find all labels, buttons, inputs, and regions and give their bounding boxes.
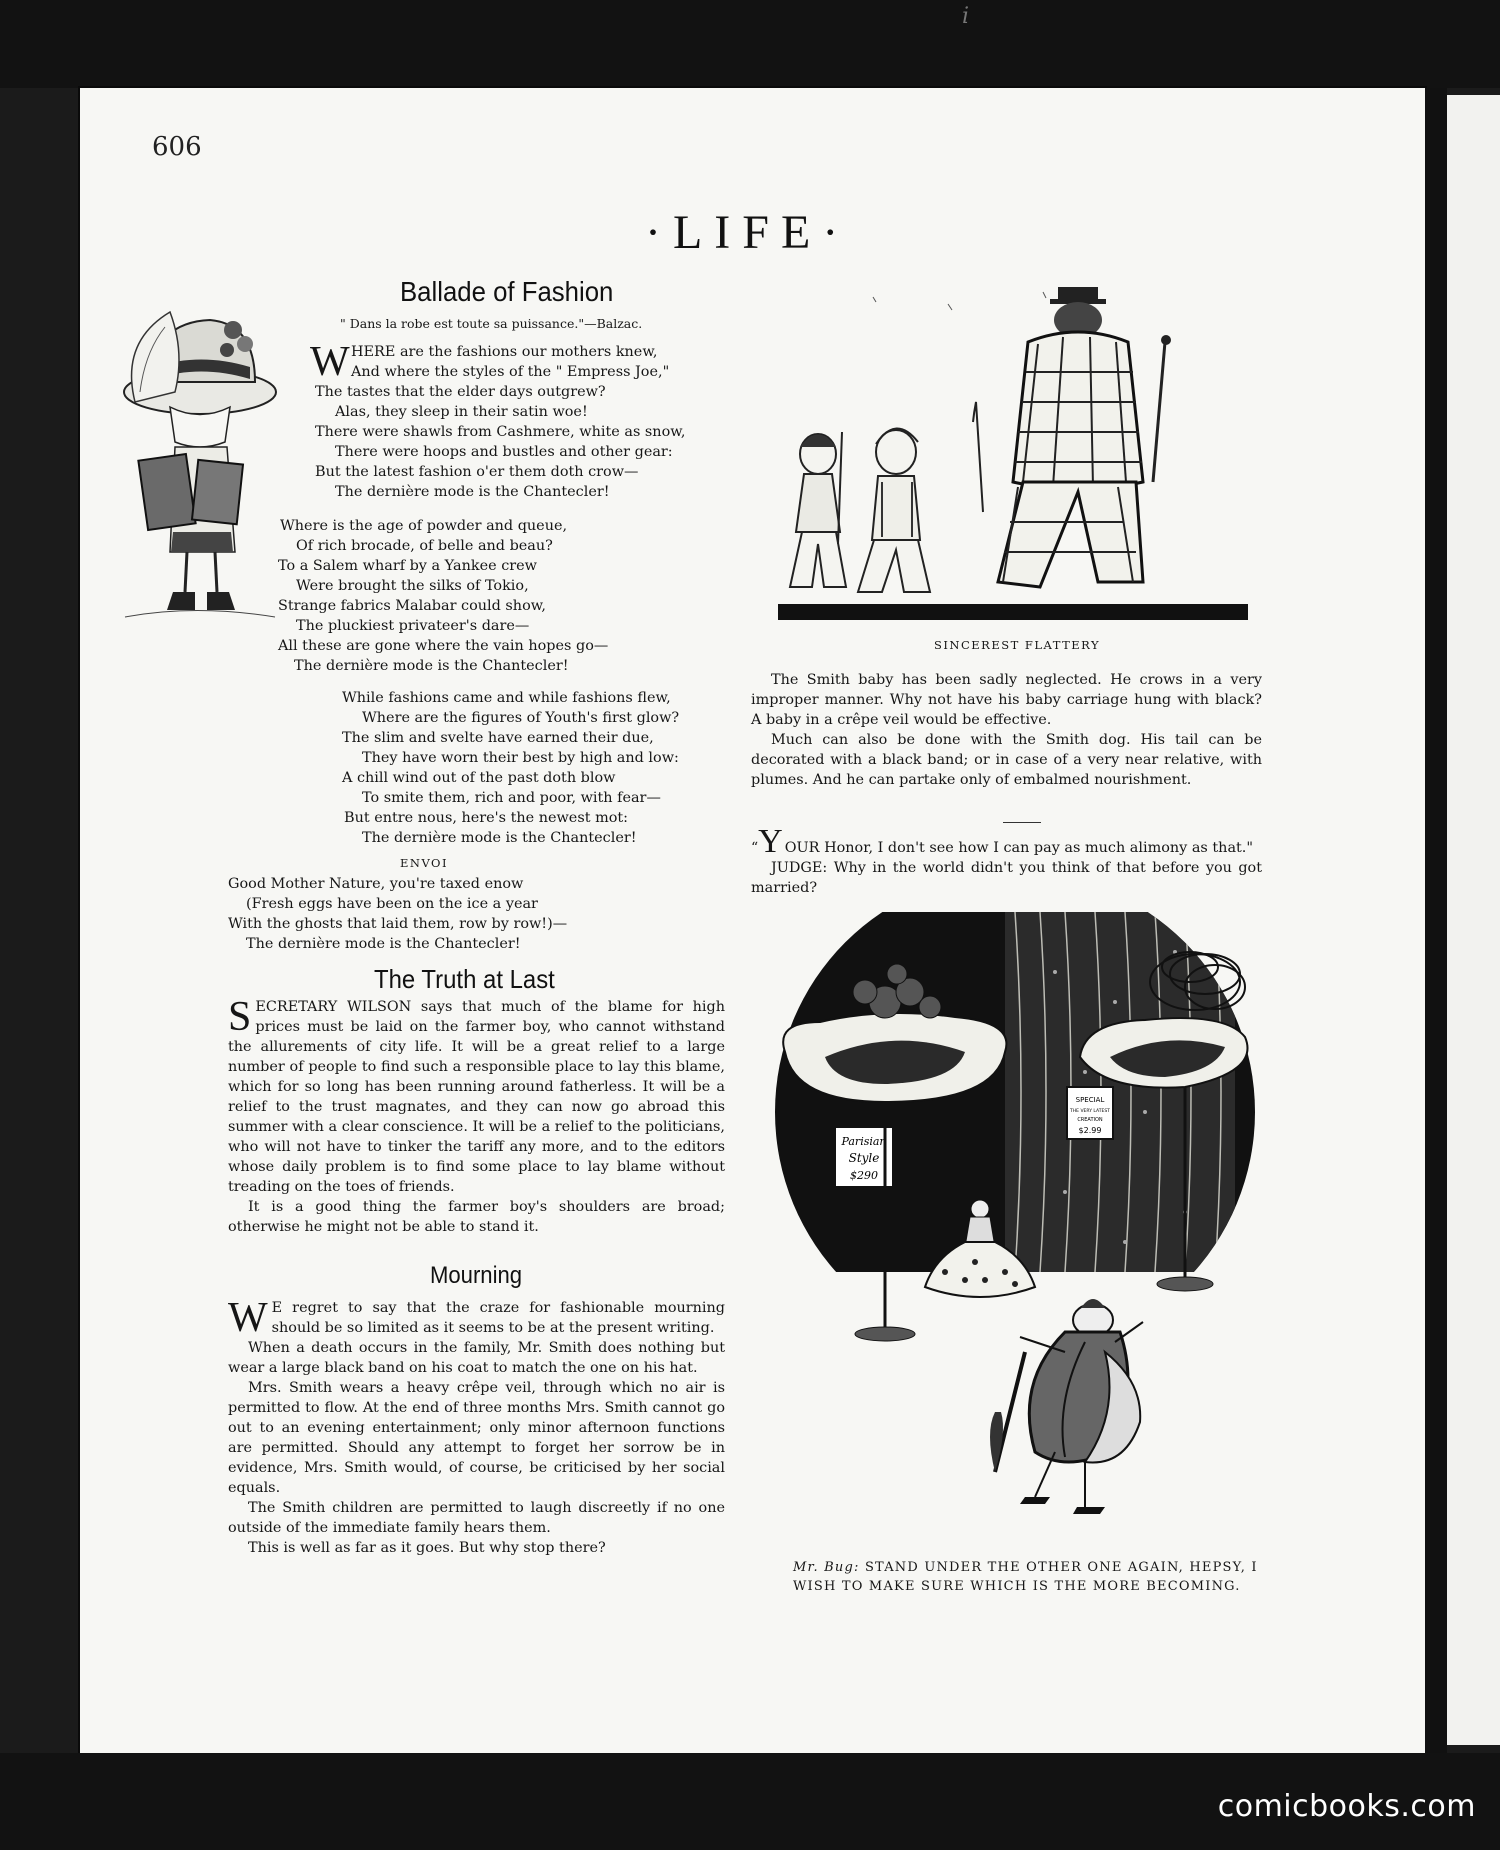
sign-right-line-1: SPECIAL bbox=[1075, 1096, 1105, 1104]
dropcap-w: W bbox=[310, 339, 350, 385]
ballade-envoi bbox=[228, 874, 567, 954]
truth-title: The Truth at Last bbox=[374, 964, 555, 994]
ballade-line: The pluckiest privateer's dare— bbox=[296, 618, 530, 634]
ballade-line: Were brought the silks of Tokio, bbox=[296, 578, 529, 594]
caption-speaker: Mr. Bug: bbox=[793, 1560, 860, 1575]
sign-right-line-2: THE VERY LATEST bbox=[1070, 1109, 1110, 1114]
truth-paragraph-2: It is a good thing the farmer boy's shoulders are broad; otherwise he might not be able to stand it. bbox=[228, 1199, 725, 1235]
ballade-line: The dernière mode is the Chantecler! bbox=[294, 658, 569, 674]
mourning-title: Mourning bbox=[430, 1262, 523, 1289]
ballade-line: They have worn their best by high and low: bbox=[362, 750, 679, 766]
ballade-line: Of rich brocade, of belle and beau? bbox=[296, 538, 553, 554]
ballade-line: Alas, they sleep in their satin woe! bbox=[335, 404, 588, 420]
flattery-paragraph-2: Much can also be done with the Smith dog. His tail can be decorated with a black band; or in case of a very near relative, with plumes. And he can partake only of embalmed nourishment. bbox=[751, 732, 1262, 788]
dropcap-s: S bbox=[228, 994, 252, 1040]
dropcap-w: W bbox=[228, 1295, 268, 1341]
caption-line-1: STAND UNDER THE OTHER ONE AGAIN, HEPSY, I bbox=[864, 1560, 1258, 1575]
ballade-stanza-1 bbox=[310, 339, 686, 502]
ballade-line: The dernière mode is the Chantecler! bbox=[335, 484, 610, 500]
scan-frame-top bbox=[0, 0, 1500, 88]
ballade-line: Where is the age of powder and queue, bbox=[280, 518, 568, 534]
ballade-line: Strange fabrics Malabar could show, bbox=[278, 598, 546, 614]
ballade-stanza-2 bbox=[278, 516, 608, 676]
mourning-paragraph-4: The Smith children are permitted to laugh discreetly if no one outside of the immediate family hears them. bbox=[228, 1500, 725, 1536]
masthead: ·LIFE· bbox=[645, 206, 851, 259]
flattery-paragraph-1: The Smith baby has been sadly neglected. He crows in a very improper manner. Why not have his baby carriage hung with black? A baby in a crêpe veil would be effective. bbox=[751, 672, 1262, 728]
cartoon-caption bbox=[793, 1560, 1258, 1594]
ballade-line: The slim and svelte have earned their due, bbox=[342, 730, 654, 746]
flattery-caption: SINCEREST FLATTERY bbox=[934, 638, 1101, 652]
sign-left-line-1: Parisian bbox=[841, 1135, 887, 1148]
ballade-line: While fashions came and while fashions flew, bbox=[342, 690, 671, 706]
ballade-line: There were hoops and bustles and other gear: bbox=[335, 444, 673, 460]
page-gutter bbox=[1425, 88, 1447, 1753]
ballade-line: A chill wind out of the past doth blow bbox=[342, 770, 616, 786]
ballade-line: Good Mother Nature, you're taxed enow bbox=[228, 876, 524, 892]
mourning-article bbox=[228, 1295, 725, 1558]
ballade-line: The tastes that the elder days outgrew? bbox=[315, 384, 606, 400]
ballade-line: To a Salem wharf by a Yankee crew bbox=[278, 558, 537, 574]
truth-paragraph-1: SECRETARY WILSON says that much of the blame for high prices must be laid on the farmer boy, who cannot withstand the allurements of city life. It will be a great relief to a large number of people to find such a responsible place to lay this blame, which for so long has been running around fatherless. It will be a relief to the trust magnates, and they can now go abroad this summer with a clear conscience. It will be a relief to the politicians, who will not have to tinker the tariff any more, and to the editors whose daily problem is to find some place to lay blame without treading on the toes of friends. bbox=[228, 994, 725, 1195]
girl-hat-illustration bbox=[115, 282, 285, 627]
ballade-line: HERE are the fashions our mothers knew, bbox=[351, 344, 658, 360]
watermark: comicbooks.com bbox=[1217, 1789, 1476, 1824]
truth-article bbox=[228, 994, 725, 1237]
mourning-paragraph-1: W E regret to say that the craze for fashionable mourning should be so limited as it seems to be at the present writing. bbox=[228, 1295, 725, 1341]
page-number: 606 bbox=[152, 132, 202, 162]
ballade-line: With the ghosts that laid them, row by row!)— bbox=[228, 916, 568, 932]
honor-joke bbox=[751, 823, 1262, 898]
scan-frame-bottom bbox=[0, 1753, 1500, 1850]
ballade-title: Ballade of Fashion bbox=[400, 276, 614, 307]
ballade-line: Where are the figures of Youth's first glow? bbox=[362, 710, 680, 726]
flattery-article bbox=[751, 670, 1262, 790]
envoi-label: ENVOI bbox=[400, 856, 449, 870]
ballade-line: There were shawls from Cashmere, white as snow, bbox=[315, 424, 686, 440]
ballade-line: But the latest fashion o'er them doth crow— bbox=[315, 464, 639, 480]
dropcap-y: Y bbox=[758, 823, 783, 860]
mourning-paragraph-5: This is well as far as it goes. But why stop there? bbox=[248, 1540, 606, 1556]
ballade-line: All these are gone where the vain hopes go— bbox=[278, 638, 609, 654]
ballade-line: The dernière mode is the Chantecler! bbox=[246, 936, 521, 952]
mourning-paragraph-2: When a death occurs in the family, Mr. Smith does nothing but wear a large black band on his coat to match the one on his hat. bbox=[228, 1340, 725, 1376]
ballade-line: And where the styles of the " Empress Joe," bbox=[351, 364, 670, 380]
caption-line-2: WISH TO MAKE SURE WHICH IS THE MORE BECOMING. bbox=[793, 1579, 1241, 1594]
honor-paragraph-2: JUDGE: Why in the world didn't you think of that before you got married? bbox=[751, 860, 1262, 896]
ballade-line: But entre nous, here's the newest mot: bbox=[344, 810, 629, 826]
honor-paragraph-1: “Y OUR Honor, I don't see how I can pay as much alimony as that." bbox=[751, 823, 1253, 860]
facing-page-edge bbox=[1447, 95, 1500, 1745]
sincerest-flattery-illustration bbox=[778, 282, 1248, 622]
mourning-paragraph-3: Mrs. Smith wears a heavy crêpe veil, through which no air is permitted to flow. At the end of three months Mrs. Smith cannot go out to an evening entertainment; only minor afternoon functions are permitted. Should any attempt to forget her sorrow be in evidence, Mrs. Smith would, of course, be criticised by her social equals. bbox=[228, 1380, 725, 1496]
sign-left-line-2: Style bbox=[848, 1151, 880, 1165]
ballade-epigraph: " Dans la robe est toute sa puissance."—Balzac. bbox=[340, 316, 643, 331]
sign-right-line-4: $2.99 bbox=[1078, 1126, 1102, 1135]
ballade-line: (Fresh eggs have been on the ice a year bbox=[246, 896, 538, 912]
hat-shop-cartoon bbox=[765, 912, 1260, 1552]
ballade-line: The dernière mode is the Chantecler! bbox=[362, 830, 637, 846]
sign-right-line-3: CREATION bbox=[1077, 1117, 1103, 1123]
section-divider bbox=[1003, 822, 1041, 823]
scan-mark: i bbox=[962, 4, 970, 29]
open-quote: “ bbox=[751, 840, 759, 856]
ballade-stanza-3 bbox=[342, 688, 679, 848]
ballade-line: To smite them, rich and poor, with fear— bbox=[362, 790, 661, 806]
sign-left-line-3: $290 bbox=[850, 1169, 878, 1182]
